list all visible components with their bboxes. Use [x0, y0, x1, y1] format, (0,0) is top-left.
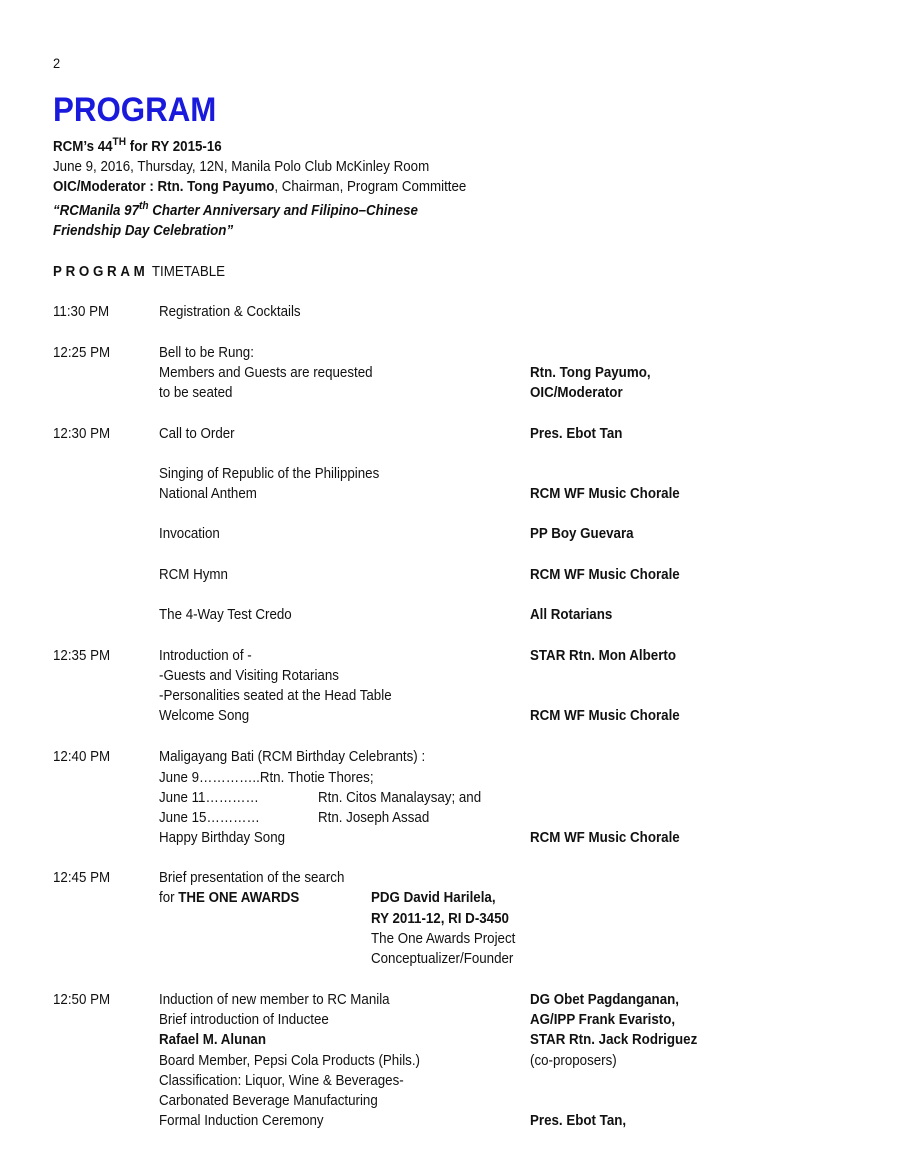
meeting-number: RCM’s 44: [53, 139, 113, 155]
rotary-year: for RY 2015-16: [126, 139, 222, 155]
program-item: Bell to be Rung:: [159, 345, 254, 361]
program-item: National Anthem: [159, 486, 257, 502]
program-item: The 4-Way Test Credo: [159, 607, 292, 623]
program-item: Board Member, Pepsi Cola Products (Phils.): [159, 1053, 420, 1069]
program-time: 12:50 PM: [53, 992, 111, 1008]
program-person: AG/IPP Frank Evaristo,: [530, 1012, 676, 1028]
program-item: [159, 888, 299, 908]
program-item: Maligayang Bati (RCM Birthday Celebrants) :: [159, 749, 426, 765]
program-item: June 9…………..Rtn. Thotie Thores;: [159, 770, 374, 786]
program-person: OIC/Moderator: [530, 385, 623, 401]
timetable-heading-spaced: PROGRAM: [53, 264, 149, 280]
program-item: Brief introduction of Inductee: [159, 1012, 329, 1028]
program-time: 12:40 PM: [53, 749, 111, 765]
program-item: Invocation: [159, 526, 220, 542]
club-meeting-line: [53, 137, 222, 157]
program-item: to be seated: [159, 385, 233, 401]
program-item: Induction of new member to RC Manila: [159, 992, 390, 1008]
date-venue-line: June 9, 2016, Thursday, 12N, Manila Polo Club McKinley Room: [53, 159, 430, 175]
program-item: Introduction of -: [159, 648, 252, 664]
theme-suffix: Charter Anniversary and Filipino–Chinese: [148, 203, 418, 219]
program-item: June 11…………: [159, 790, 259, 806]
moderator-line: [53, 177, 466, 197]
program-item: Happy Birthday Song: [159, 830, 286, 846]
theme-line-2: Friendship Day Celebration”: [53, 223, 234, 239]
program-item: Members and Guests are requested: [159, 365, 373, 381]
program-time: 12:25 PM: [53, 345, 111, 361]
program-item-text: for: [159, 890, 179, 906]
program-person: RCM WF Music Chorale: [530, 567, 680, 583]
program-time: 12:35 PM: [53, 648, 111, 664]
program-item: Welcome Song: [159, 708, 250, 724]
program-item: Formal Induction Ceremony: [159, 1113, 324, 1129]
page-number: 2: [53, 55, 61, 71]
program-person: RCM WF Music Chorale: [530, 830, 680, 846]
timetable-heading: [53, 262, 225, 282]
program-item-detail: Rtn. Citos Manalaysay; and: [318, 790, 482, 806]
page-title: PROGRAM: [53, 91, 217, 129]
program-item: -Guests and Visiting Rotarians: [159, 668, 339, 684]
program-item: Registration & Cocktails: [159, 304, 301, 320]
program-item: Classification: Liquor, Wine & Beverages-: [159, 1073, 404, 1089]
program-person: RCM WF Music Chorale: [530, 708, 680, 724]
program-item: Carbonated Beverage Manufacturing: [159, 1093, 378, 1109]
program-item-detail: Rtn. Joseph Assad: [318, 810, 430, 826]
program-item-speaker: RY 2011-12, RI D-3450: [371, 911, 509, 927]
program-time: 11:30 PM: [53, 304, 110, 320]
program-person-note: (co-proposers): [530, 1053, 617, 1069]
program-item: Call to Order: [159, 426, 235, 442]
program-time: 12:45 PM: [53, 870, 111, 886]
theme-line-1: [53, 201, 418, 221]
program-person: PP Boy Guevara: [530, 526, 634, 542]
program-item: -Personalities seated at the Head Table: [159, 688, 392, 704]
moderator-role: , Chairman, Program Committee: [274, 179, 467, 195]
program-person: STAR Rtn. Jack Rodriguez: [530, 1032, 698, 1048]
program-person: STAR Rtn. Mon Alberto: [530, 648, 676, 664]
program-person: DG Obet Pagdanganan,: [530, 992, 679, 1008]
program-item: Singing of Republic of the Philippines: [159, 466, 380, 482]
program-item-highlight: Rafael M. Alunan: [159, 1032, 266, 1048]
timetable-heading-rest: TIMETABLE: [148, 264, 226, 280]
program-person: Pres. Ebot Tan,: [530, 1113, 627, 1129]
program-item-highlight: THE ONE AWARDS: [178, 890, 300, 906]
program-item: Brief presentation of the search: [159, 870, 345, 886]
program-item-speaker: PDG David Harilela,: [371, 890, 496, 906]
program-person: Pres. Ebot Tan: [530, 426, 623, 442]
program-item: RCM Hymn: [159, 567, 228, 583]
theme-prefix: “RCManila 97: [53, 203, 140, 219]
moderator-name: OIC/Moderator : Rtn. Tong Payumo: [53, 179, 275, 195]
program-person: Rtn. Tong Payumo,: [530, 365, 651, 381]
program-person: All Rotarians: [530, 607, 613, 623]
meeting-ordinal-suffix: TH: [112, 136, 127, 148]
program-person: RCM WF Music Chorale: [530, 486, 680, 502]
program-item-detail: The One Awards Project: [371, 931, 516, 947]
program-time: 12:30 PM: [53, 426, 111, 442]
theme-ordinal-suffix: th: [139, 200, 149, 212]
program-item: June 15…………: [159, 810, 260, 826]
program-item-detail: Conceptualizer/Founder: [371, 951, 514, 967]
